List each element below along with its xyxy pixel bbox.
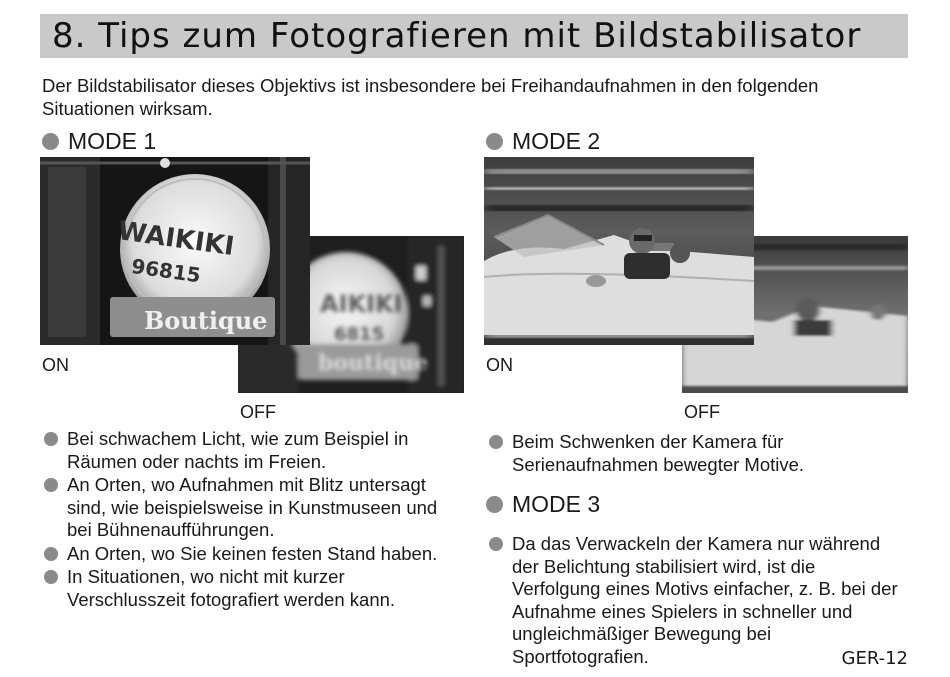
mode1-on-sign-number: 96815 (129, 253, 203, 288)
bullet-dot-icon (44, 570, 58, 584)
mode1-on-sign-sub: Boutique (144, 306, 268, 335)
list-item: An Orten, wo Sie keinen festen Stand haben. (42, 543, 462, 566)
page-number: GER-12 (841, 648, 908, 669)
mode2-caption-on: ON (486, 355, 513, 375)
list-item: An Orten, wo Aufnahmen mit Blitz untersagt sind, wie beispielsweise in Kunstmuseen und bei Bühnenaufführungen. (42, 474, 462, 542)
mode2-bullet-list (487, 431, 887, 477)
page-title: 8. Tips zum Fotografieren mit Bildstabilisator (52, 16, 862, 56)
mode2-caption-off: OFF (684, 402, 720, 422)
bullet-dot-icon (42, 133, 59, 150)
mode1-off-sign-number: 6815 (334, 324, 385, 345)
mode1-off-sign-sub: boutique (318, 350, 428, 376)
bullet-dot-icon (44, 478, 58, 492)
mode3-heading (486, 491, 600, 518)
list-item: Bei schwachem Licht, wie zum Beispiel in Räumen oder nachts im Freien. (42, 428, 462, 473)
bullet-dot-icon (486, 496, 503, 513)
bullet-dot-icon (44, 432, 58, 446)
mode1-off-sign-text: AIKIKI (320, 290, 403, 318)
bullet-dot-icon (486, 133, 503, 150)
mode1-caption-on: ON (42, 355, 69, 375)
mode1-bullet-list (42, 428, 462, 612)
mode1-heading (42, 128, 156, 155)
list-item: Da das Verwackeln der Kamera nur während der Belichtung stabilisiert wird, ist die Verfolgung eines Motivs einfacher, z. B. bei der Aufnahme eines Spielers in schneller und ungleichmäßiger Bewegung bei Sportfotografien. (487, 533, 907, 668)
list-item: Beim Schwenken der Kamera für Serienaufnahmen bewegter Motive. (487, 431, 887, 476)
intro-text: Der Bildstabilisator dieses Objektivs ist insbesondere bei Freihandaufnahmen in den folgenden Situationen wirksam. (42, 75, 819, 119)
mode3-heading-label: MODE 3 (512, 491, 601, 517)
mode1-photo-on (40, 157, 310, 345)
mode2-heading-label: MODE 2 (512, 128, 601, 154)
bullet-dot-icon (489, 435, 503, 449)
mode1-caption-off: OFF (240, 402, 276, 422)
bullet-dot-icon (44, 547, 58, 561)
bullet-dot-icon (489, 537, 503, 551)
mode1-on-sign-text: WAIKIKI (116, 216, 237, 263)
mode2-photo-on (484, 157, 754, 345)
mode2-heading (486, 128, 600, 155)
mode1-heading-label: MODE 1 (68, 128, 157, 154)
list-item: In Situationen, wo nicht mit kurzer Verschlusszeit fotografiert werden kann. (42, 566, 462, 611)
title-bar (40, 14, 908, 58)
